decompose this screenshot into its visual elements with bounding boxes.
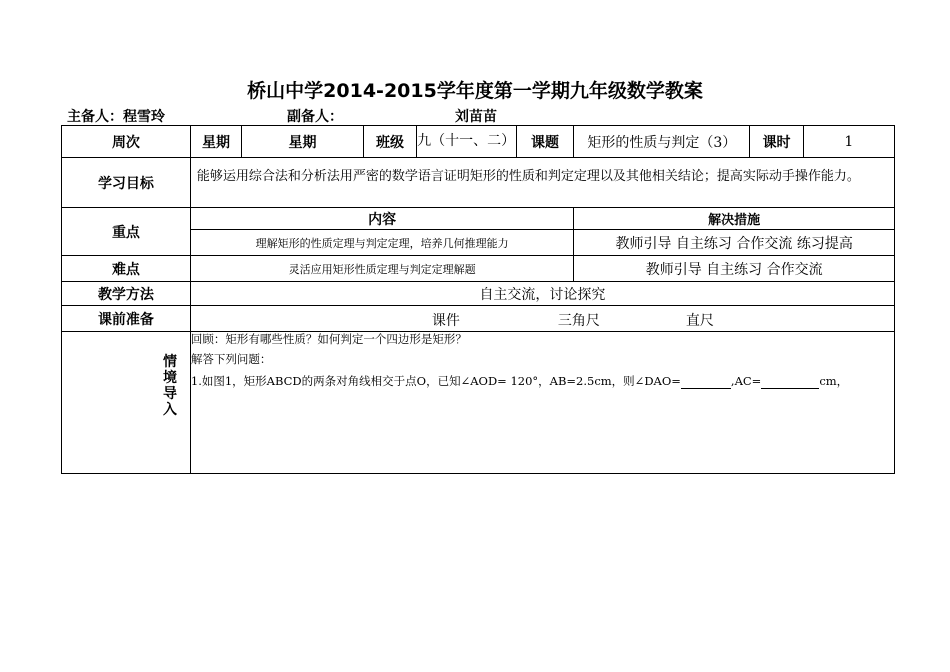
- document-title: 桥山中学2014-2015学年度第一学期九年级数学教案: [247, 80, 703, 102]
- preparation-item: 直尺: [685, 313, 714, 329]
- lesson-plan-table: [61, 125, 895, 474]
- preparation-items: [190, 306, 894, 332]
- header-row: [62, 126, 895, 158]
- intro-content: [190, 332, 894, 474]
- class-label: 班级: [363, 126, 416, 158]
- intro-label-cell: [62, 332, 191, 474]
- class-value: 九（十一、二）: [417, 126, 517, 158]
- method-label: 教学方法: [62, 282, 191, 306]
- preparation-row: [62, 306, 895, 332]
- goals-row: [62, 158, 895, 208]
- difficulties-measures: 教师引导 自主练习 合作交流: [574, 256, 895, 282]
- preparation-label: 课前准备: [62, 306, 191, 332]
- hours-value: 1: [803, 126, 894, 158]
- answer-blank[interactable]: [681, 374, 731, 389]
- topic-value: 矩形的性质与判定（3）: [574, 126, 750, 158]
- key-points-label: 重点: [62, 208, 191, 256]
- preparation-item: 三角尺: [557, 313, 600, 329]
- weekday-label: 星期: [190, 126, 241, 158]
- goals-label: 学习目标: [62, 158, 191, 208]
- intro-row: [62, 332, 895, 474]
- method-row: [62, 282, 895, 306]
- answer-blank[interactable]: [761, 374, 819, 389]
- content-header: 内容: [190, 208, 573, 230]
- question-1: 1.如图1，矩形ABCD的两条对角线相交于点O，已知∠AOD= 120°，AB=2.5cm，则∠DAO= ,AC= cm，: [190, 374, 849, 388]
- week-label: 周次: [62, 126, 191, 158]
- key-points-content: 理解矩形的性质定理与判定定理，培养几何推理能力: [190, 230, 573, 256]
- goals-text: 能够运用综合法和分析法用严密的数学语言证明矩形的性质和判定定理以及其他相关结论；提高实际动手操作能力。: [190, 158, 894, 208]
- key-points-header-row: [62, 208, 895, 230]
- review-question: 回顾：矩形有哪些性质？如何判定一个四边形是矩形？: [190, 332, 467, 346]
- difficulties-content: 灵活应用矩形性质定理与判定定理解题: [190, 256, 573, 282]
- hours-label: 课时: [750, 126, 803, 158]
- key-points-measures: 教师引导 自主练习 合作交流 练习提高: [574, 230, 895, 256]
- deputy-preparer-label: 副备人：: [287, 109, 343, 125]
- main-preparer: 主备人：程雪玲: [67, 109, 165, 125]
- task-prompt: 解答下列问题：: [190, 352, 272, 366]
- weekday-value: 星期: [242, 126, 364, 158]
- difficulties-row: [62, 256, 895, 282]
- deputy-preparer-name: 刘苗苗: [455, 109, 497, 125]
- difficulties-label: 难点: [62, 256, 191, 282]
- preparation-item: 课件: [431, 313, 460, 329]
- measures-header: 解决措施: [574, 208, 895, 230]
- intro-label: 情 境 导 入: [163, 354, 177, 418]
- topic-label: 课题: [516, 126, 574, 158]
- method-text: 自主交流，讨论探究: [190, 282, 894, 306]
